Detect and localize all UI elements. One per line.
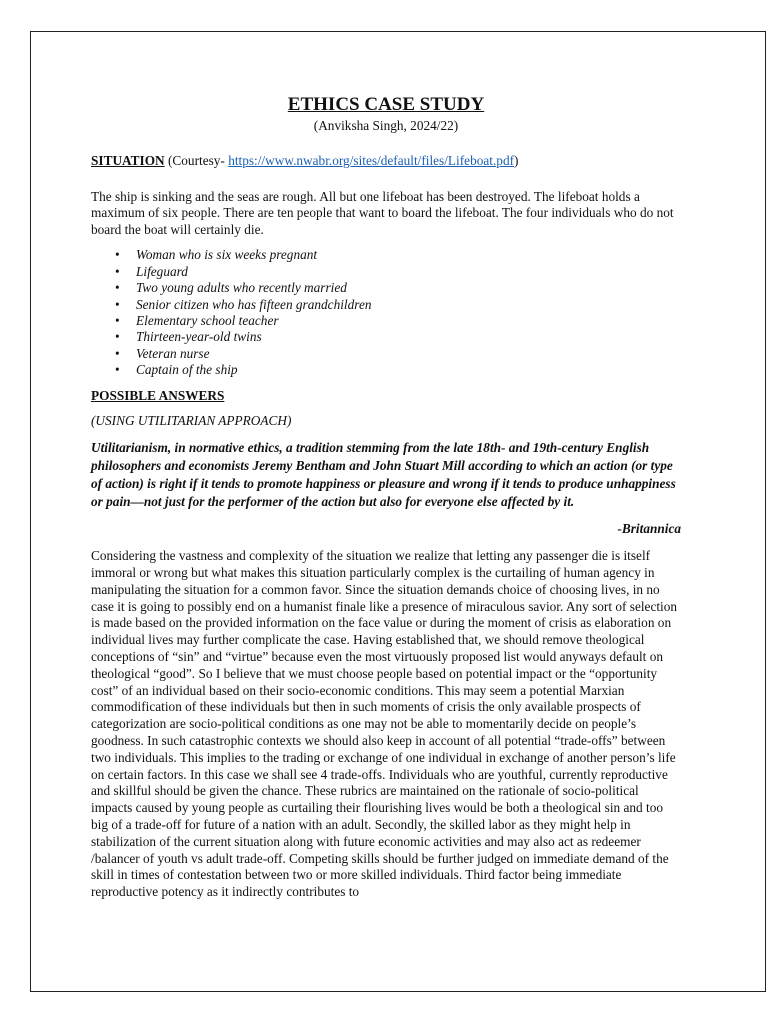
bullet-icon: •: [115, 329, 120, 345]
list-item: • Lifeguard: [115, 263, 188, 279]
bullet-icon: •: [115, 362, 120, 378]
list-item: • Senior citizen who has fifteen grandchildren: [115, 296, 372, 312]
situation-line: [91, 153, 681, 170]
bullet-icon: •: [115, 345, 120, 361]
list-item: • Woman who is six weeks pregnant: [115, 247, 318, 263]
individuals-list: [91, 247, 681, 378]
lifeboat-pdf-link[interactable]: https://www.nwabr.org/sites/default/files/Lifeboat.pdf: [228, 153, 515, 168]
courtesy-suffix: ): [514, 153, 519, 168]
list-item: • Veteran nurse: [115, 345, 210, 361]
list-item: • Two young adults who recently married: [115, 280, 347, 296]
list-item: • Elementary school teacher: [115, 313, 279, 328]
courtesy-prefix: (Courtesy-: [164, 153, 229, 168]
utilitarianism-quote: Utilitarianism, in normative ethics, a tradition stemming from the late 18th- and 19th-century English philosophers and economists Jeremy Bentham and John Stuart Mill according to which an action (or type of action) is right if it tends to promote happiness or pleasure and wrong if it tends to produce unhappiness or pain—not just for the performer of the action but also for everyone else affected by it.: [91, 439, 676, 510]
quote-attribution: -Britannica: [617, 520, 681, 536]
list-item: • Thirteen-year-old twins: [115, 329, 262, 345]
approach-label: (USING UTILITARIAN APPROACH): [91, 413, 292, 429]
possible-answers-heading: POSSIBLE ANSWERS: [91, 387, 225, 403]
document-content: [91, 94, 681, 901]
document-page: [30, 31, 766, 992]
intro-paragraph: The ship is sinking and the seas are rough. All but one lifeboat has been destroyed. The lifeboat holds a maximum of six people. There are ten people that want to board the lifeboat. The four individuals who do not board the boat will certainly die.: [91, 188, 674, 237]
situation-heading: SITUATION: [91, 153, 165, 168]
bullet-icon: •: [115, 296, 120, 312]
bullet-icon: •: [115, 263, 120, 279]
bullet-icon: •: [115, 313, 120, 328]
list-item: • Captain of the ship: [115, 362, 238, 378]
bullet-icon: •: [115, 247, 120, 263]
document-title: ETHICS CASE STUDY: [287, 94, 485, 115]
document-subtitle: (Anviksha Singh, 2024/22): [313, 118, 459, 133]
bullet-icon: •: [115, 280, 120, 296]
body-paragraph: Considering the vastness and complexity of the situation we realize that letting any passenger die is itself immoral or wrong but what makes this situation particularly complex is the curtailing of human agency in manipulating the situation for a common favor. Since the situation demands choice of choosing lives, in no case it is going to possibly end on a humanist finale like a presence of miraculous savior. Any sort of selection is made based on the provided information on the face value or during the moment of crisis as elaboration on individual lives may further complicate the case. Having established that, we should remove theological conceptions of “sin” and “virtue” because even the most virtuously proposed list would anyways default on theological “good”. So I believe that we must choose people based on potential impact or the “opportunity cost” of an individual based on their socio-economic conditions. This may seem a potential Marxian commodification of these individuals but then in such moments of crisis the only available prospects of categorization are socio-political conditions as one may not be able to momentarily decide on people’s goodness. In such catastrophic contexts we should also keep in account of all potential “trade-offs” between two individuals. This implies to the trading or exchange of one individual in exchange of another person’s life on certain factors. In this case we shall see 4 trade-offs. Individuals who are youthful, currently reproductive and skillful should be given the chance. These rubrics are maintained on the rationale of socio-political impacts caused by young people as curtailing their flourishing lives would be both a theological sin and too big of a trade-off for future of a nation with an adult. Secondly, the skilled labor as they might help in stabilization of the current situation along with future economic activities and may also act as redeemer /balancer of youth vs adult trade-off. Competing skills should be further judged on immediate demand of the skill in times of contestation between two or more skilled individuals. Third factor being immediate reproductive potency as it indirectly contributes to: [91, 548, 678, 900]
